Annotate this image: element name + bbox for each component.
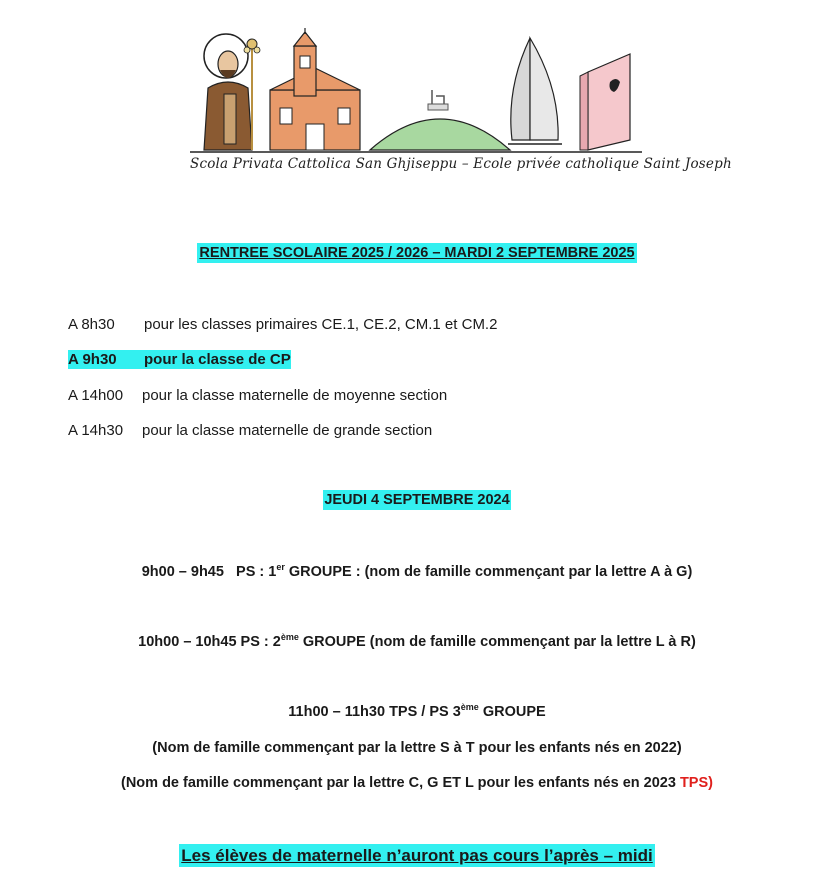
group-time: 11h00 – 11h30 TPS / PS 3 xyxy=(288,704,461,720)
group-description: GROUPE : (nom de famille commençant par la lettre A à G) xyxy=(284,564,693,580)
group-time: 10h00 – 10h45 PS : 2 xyxy=(138,634,281,650)
logo-illustration xyxy=(190,28,650,156)
schedule-row-highlighted xyxy=(68,350,291,369)
footer-notice xyxy=(0,846,834,866)
section-heading xyxy=(0,492,834,508)
page-title xyxy=(0,244,834,262)
schedule-text: pour les classes primaires CE.1, CE.2, CM.1 et CM.2 xyxy=(144,316,498,333)
schedule-time: A 14h00 xyxy=(68,387,124,404)
schedule-time: A 9h30 xyxy=(68,351,117,368)
sailboat-drawing xyxy=(508,38,562,144)
schedule-text: pour la classe de CP xyxy=(144,351,291,368)
group-note-1: (Nom de famille commençant par la lettre S à T pour les enfants nés en 2022) xyxy=(152,740,682,756)
ordinal-suffix: er xyxy=(276,562,285,573)
schedule-row xyxy=(68,422,432,439)
schedule-row xyxy=(68,316,497,333)
schedule-text: pour la classe maternelle de grande section xyxy=(142,422,433,439)
ordinal-suffix: ème xyxy=(460,702,479,713)
church-drawing xyxy=(270,28,360,150)
note-tps-label: TPS xyxy=(679,775,709,791)
group-description: GROUPE xyxy=(478,704,546,720)
footer-notice-text: Les élèves de maternelle n’auront pas cours l’après – midi xyxy=(181,846,653,865)
ordinal-suffix: ème xyxy=(280,632,299,643)
saint-joseph-figure xyxy=(204,34,260,150)
note-text: (Nom de famille commençant par la lettre C, G ET L pour les enfants nés en 2023 xyxy=(120,775,676,791)
group-note-2 xyxy=(0,775,834,791)
hill-drawing xyxy=(370,90,510,150)
group-time: 9h00 – 9h45 PS : 1 xyxy=(141,564,277,580)
schedule-time: A 14h30 xyxy=(68,422,124,439)
school-motto: Scola Privata Cattolica San Ghjiseppu – Ecole privée catholique Saint Joseph xyxy=(190,156,732,172)
schedule-time: A 8h30 xyxy=(68,316,115,333)
section-heading-text: JEUDI 4 SEPTEMBRE 2024 xyxy=(324,492,510,508)
book-drawing xyxy=(580,54,630,150)
group-line-1 xyxy=(0,564,834,580)
schedule-row xyxy=(68,387,447,404)
note-closing-paren: ) xyxy=(708,775,713,791)
group-line-2 xyxy=(0,634,834,650)
school-logo xyxy=(190,28,732,183)
page-title-text: RENTREE SCOLAIRE 2025 / 2026 – MARDI 2 SEPTEMBRE 2025 xyxy=(199,245,635,261)
group-description: GROUPE (nom de famille commençant par la lettre L à R) xyxy=(298,634,696,650)
schedule-text: pour la classe maternelle de moyenne section xyxy=(142,387,448,404)
group-line-3 xyxy=(0,704,834,720)
